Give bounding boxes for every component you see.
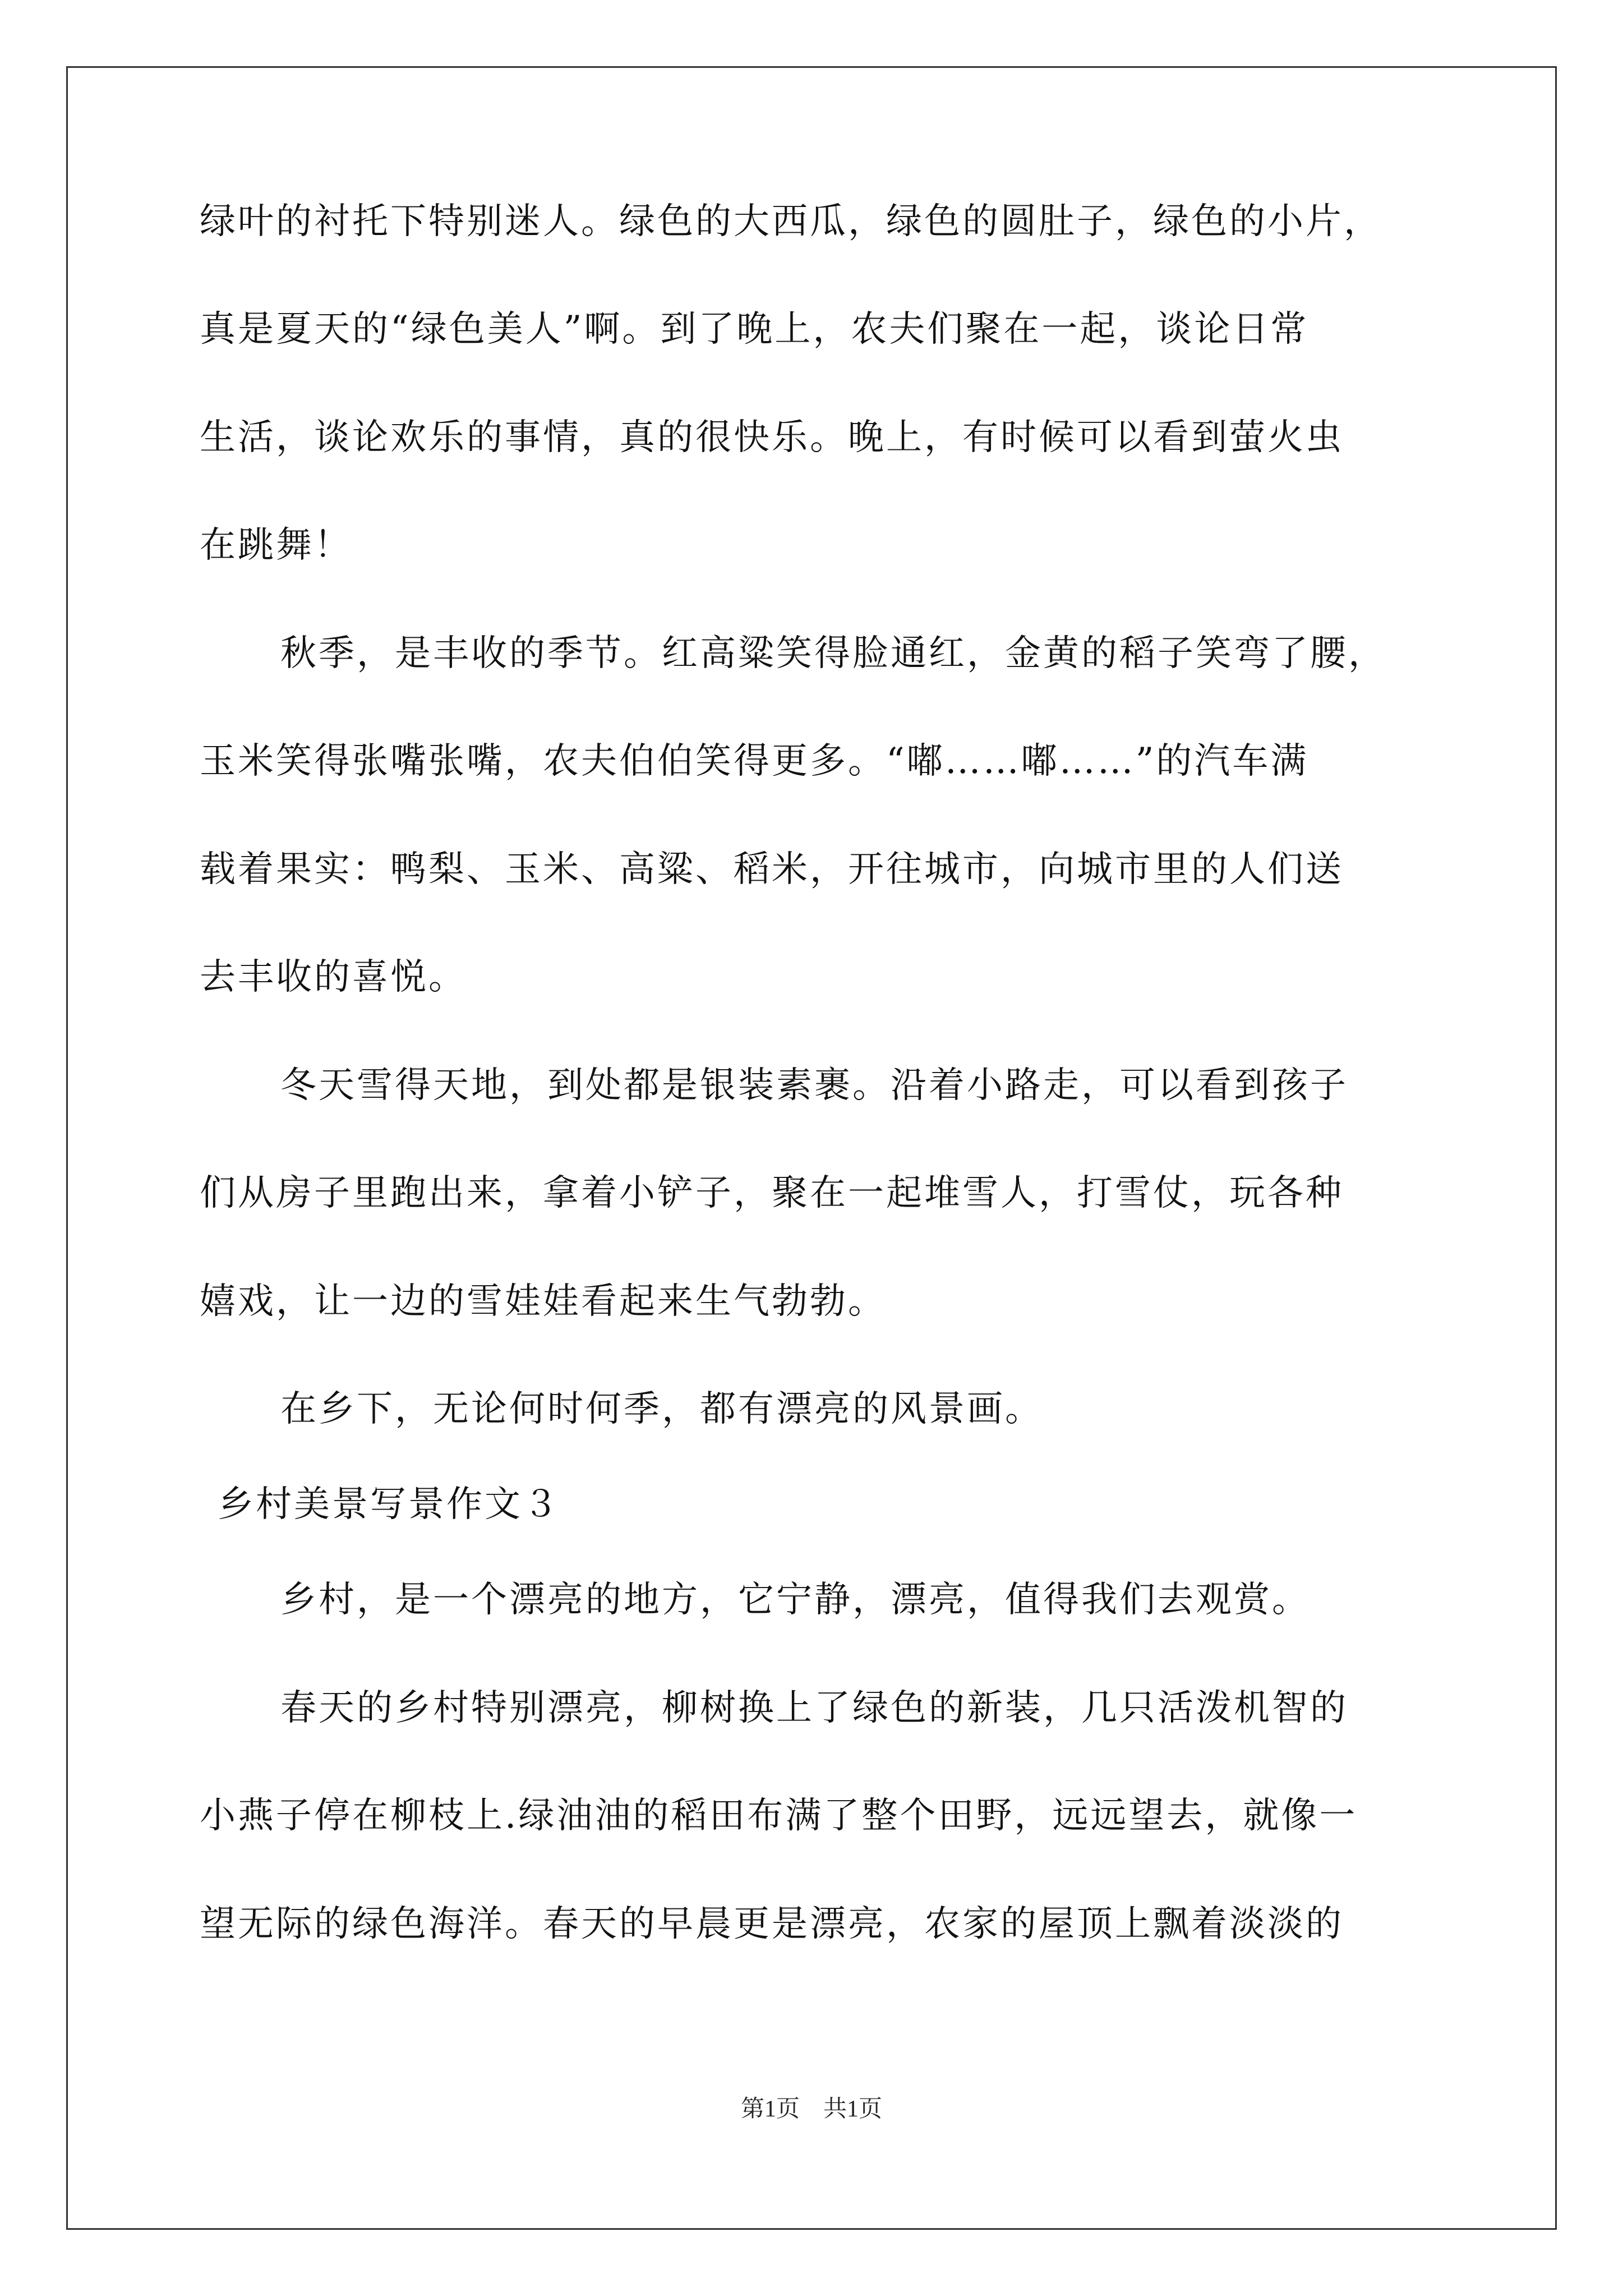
section-heading: 乡村美景写景作文３ [218, 1484, 561, 1525]
paragraph-line: 在乡下，无论何时何季，都有漂亮的风景画。 [280, 1388, 1043, 1430]
paragraph-line: 嬉戏，让一边的雪娃娃看起来生气勃勃。 [200, 1281, 886, 1322]
paragraph-line: 秋季，是丰收的季节。红高粱笑得脸通红，金黄的稻子笑弯了腰， [280, 633, 1386, 674]
paragraph-line: 去丰收的喜悦。 [200, 956, 467, 998]
paragraph-line: 真是夏天的“绿色美人”啊。到了晚上，农夫们聚在一起，谈论日常 [200, 309, 1309, 350]
paragraph-line: 望无际的绿色海洋。春天的早晨更是漂亮，农家的屋顶上飘着淡淡的 [200, 1903, 1344, 1945]
paragraph-line: 绿叶的衬托下特别迷人。绿色的大西瓜，绿色的圆肚子，绿色的小片， [200, 201, 1382, 242]
paragraph-line: 乡村，是一个漂亮的地方，它宁静，漂亮，值得我们去观赏。 [280, 1579, 1310, 1621]
page-footer: 第1页 共1页 [740, 2096, 882, 2122]
paragraph-line: 们从房子里跑出来，拿着小铲子，聚在一起堆雪人，打雪仗，玩各种 [200, 1172, 1344, 1214]
paragraph-line: 春天的乡村特别漂亮，柳树换上了绿色的新装，几只活泼机智的 [280, 1687, 1348, 1729]
paragraph-line: 小燕子停在柳枝上.绿油油的稻田布满了整个田野，远远望去，就像一 [200, 1795, 1358, 1837]
paragraph-line: 载着果实：鸭梨、玉米、高粱、稻米，开往城市，向城市里的人们送 [200, 849, 1344, 890]
paragraph-line: 玉米笑得张嘴张嘴，农夫伯伯笑得更多。“嘟……嘟……”的汽车满 [200, 740, 1309, 782]
paragraph-line: 冬天雪得天地，到处都是银装素裹。沿着小路走，可以看到孩子 [280, 1065, 1348, 1106]
paragraph-line: 生活，谈论欢乐的事情，真的很快乐。晚上，有时候可以看到萤火虫 [200, 417, 1344, 458]
paragraph-line: 在跳舞！ [200, 524, 352, 566]
